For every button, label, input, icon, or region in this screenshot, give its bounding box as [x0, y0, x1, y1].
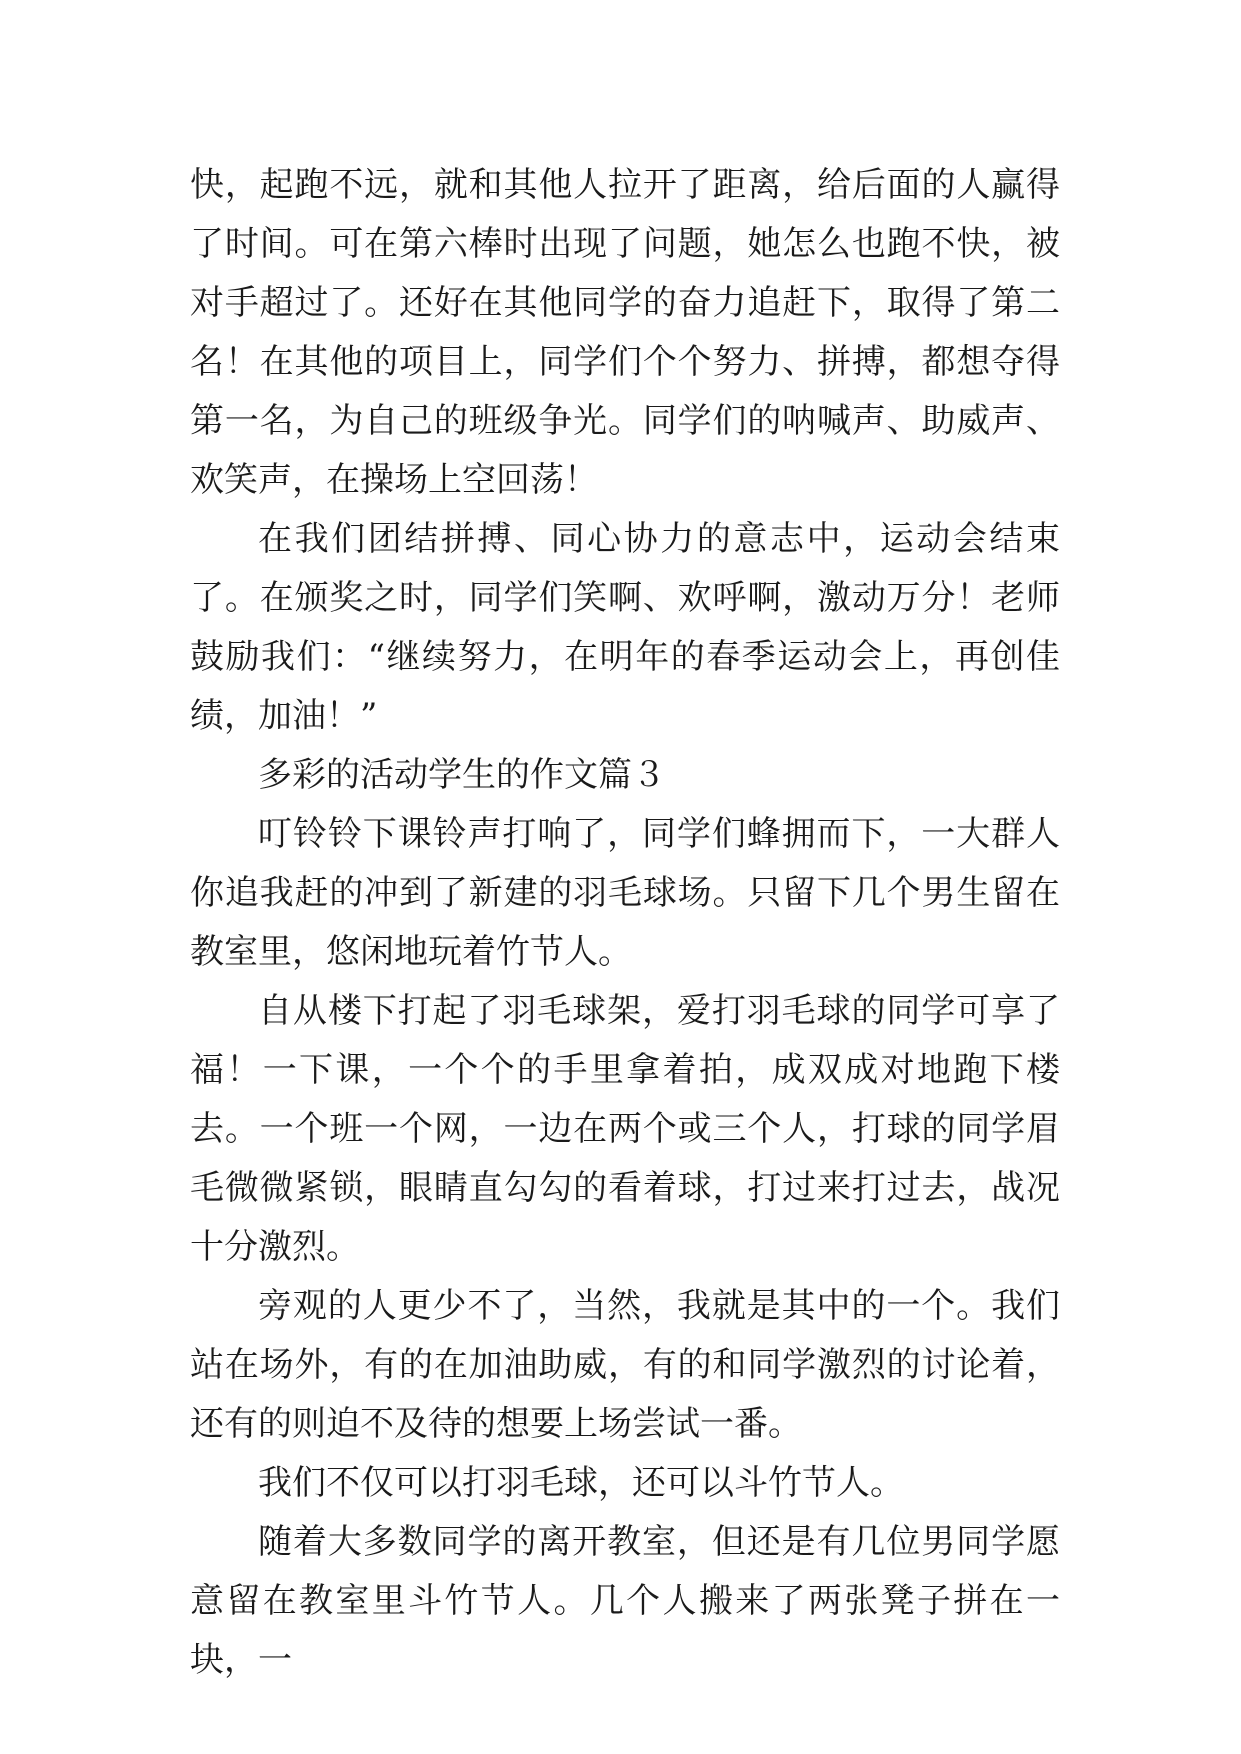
paragraph-bamboo-figures: 随着大多数同学的离开教室，但还是有几位男同学愿意留在教室里斗竹节人。几个人搬来了两张凳子拼在一块，一 — [190, 1522, 1060, 1680]
paragraph-sports-meet-end: 在我们团结拼搏、同心协力的意志中，运动会结束了。在颁奖之时，同学们笑啊、欢呼啊，激动万分！老师鼓励我们：“继续努力，在明年的春季运动会上，再创佳绩，加油！” — [190, 519, 1060, 736]
paragraph-relay-race-continued: 快，起跑不远，就和其他人拉开了距离，给后面的人赢得了时间。可在第六棒时出现了问题，她怎么也跑不快，被对手超过了。还好在其他同学的奋力追赶下，取得了第二名！在其他的项目上，同学们个个努力、拼搏，都想夺得第一名，为自己的班级争光。同学们的呐喊声、助威声、欢笑声，在操场上空回荡！ — [190, 165, 1060, 500]
section-heading: 多彩的活动学生的作文篇３ — [258, 755, 666, 795]
document-page — [190, 156, 1060, 1690]
paragraph-badminton: 自从楼下打起了羽毛球架，爱打羽毛球的同学可享了福！一下课，一个个的手里拿着拍，成双成对地跑下楼去。一个班一个网，一边在两个或三个人，打球的同学眉毛微微紧锁，眼睛直勾勾的看着球，打过来打过去，战况十分激烈。 — [190, 991, 1060, 1267]
paragraph-spectators: 旁观的人更少不了，当然，我就是其中的一个。我们站在场外，有的在加油助威，有的和同学激烈的讨论着，还有的则迫不及待的想要上场尝试一番。 — [190, 1286, 1060, 1444]
paragraph-bell-rings: 叮铃铃下课铃声打响了，同学们蜂拥而下，一大群人你追我赶的冲到了新建的羽毛球场。只留下几个男生留在教室里，悠闲地玩着竹节人。 — [190, 814, 1060, 972]
paragraph-bamboo-figures-intro: 我们不仅可以打羽毛球，还可以斗竹节人。 — [258, 1463, 904, 1503]
